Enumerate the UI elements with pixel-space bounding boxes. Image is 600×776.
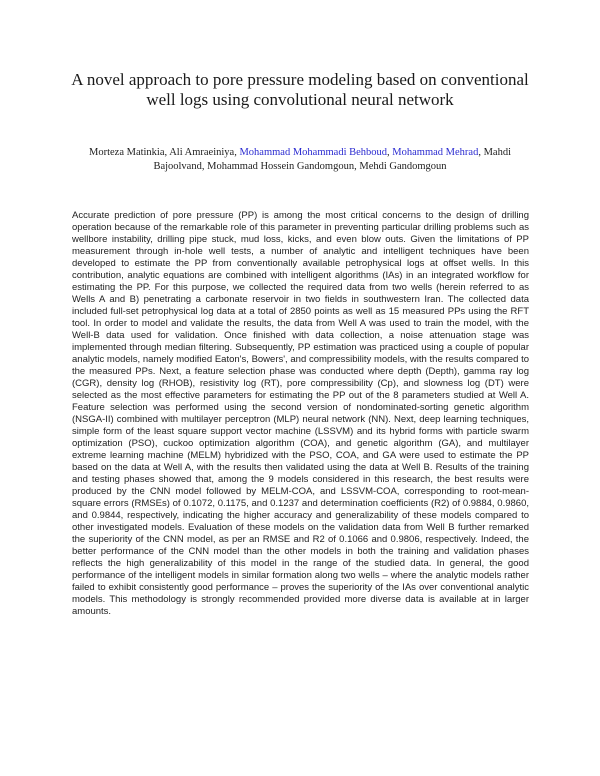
author-name: Mahdi Bajoolvand: [153, 147, 511, 172]
author-link[interactable]: Mohammad Mehrad: [392, 147, 479, 158]
author-name: Mehdi Gandomgoun: [359, 161, 447, 172]
author-link[interactable]: Mohammad Mohammadi Behboud: [239, 147, 388, 158]
author-name: Ali Amraeiniya: [169, 147, 235, 158]
author-list: Morteza Matinkia, Ali Amraeiniya, Mohammad Mohammadi Behboud, Mohammad Mehrad, Mahdi Bajoolvand, Mohammad Hossein Gandomgoun, Mehdi Gandomgoun: [89, 147, 511, 172]
author-name: Morteza Matinkia: [89, 147, 165, 158]
author-name: Mohammad Hossein Gandomgoun: [207, 161, 355, 172]
abstract-text: Accurate prediction of pore pressure (PP) is among the most critical concerns to the design of drilling operation because of the remarkable role of this parameter in preventing particular drilling problems such as wellbore instability, drilling pipe stuck, mud loss, kicks, and even blow outs. Given the limitations of PP measurement through in-hole well tests, a number of analytic and intelligent techniques have been developed to estimate the PP from conventionally available petrophysical logs at offset wells. In this contribution, analytic equations are combined with intelligent algorithms (IAs) in an integrated workflow for estimating the PP. For this purpose, we collected the required data from two wells (herein referred to as Wells A and B) penetrating a carbonate reservoir in two fields in southwestern Iran. The collected data included full-set petrophysical log data at a total of 2850 points as well as 15 measured PPs using the RFT tool. In order to model and validate the results, the data from Well A was used to train the model, with the Well-B data used for validation. Once finished with data collection, a noise attenuation stage was implemented through median filtering. Subsequently, PP estimation was practiced using a couple of popular analytic models, namely modified Eaton's, Bowers', and compressibility models, with the results compared to the measured PPs. Next, a feature selection phase was conducted where depth (Depth), gamma ray log (CGR), density log (RHOB), resistivity log (RT), pore compressibility (Cp), and slowness log (DT) were selected as the most effective parameters for estimating the PP out of the 8 parameters studied at Well A. Feature selection was performed using the second version of nondominated-sorting genetic algorithm (NSGA-II) combined with multilayer perceptron (MLP) neural network (NN). Next, deep learning techniques, simple form of the least square support vector machine (LSSVM) and its hybrid forms with particle swarm optimization (PSO), cuckoo optimization algorithm (COA), and genetic algorithm (GA), and multilayer extreme learning machine (MELM) hybridized with the PSO, COA, and GA were used to estimate the PP based on the data at Well A, with the results then validated using the data at Well B. Results of the training and testing phases showed that, among the 9 models considered in this research, the best results were produced by the CNN model followed by MELM-COA, and LSSVM-COA, corresponding to root-mean-square errors (RMSEs) of 0.1072, 0.1175, and 0.1237 and determination coefficients (R2) of 0.9884, 0.9860, and 0.9844, respectively, indicating the higher accuracy and generalizability of these models compared to other investigated models. Evaluation of these models on the validation data from Well B further remarked the superiority of the CNN model, as per an RMSE and R2 of 0.1066 and 0.9806, respectively. Indeed, the better performance of the CNN model than the other models in both the training and validation phases reflects the high generalizability of this model in the range of the studied data. In general, the good performance of the intelligent models in similar formation along two wells – where the analytic models rather failed to exhibit consistently good performance – proves the superiority of the IAs over conventional analytic models. This methodology is strongly recommended provided more diverse data is available at in larger amounts.: [72, 210, 529, 617]
paper-title: A novel approach to pore pressure modeling based on conventional well logs using convolutional neural network: [71, 70, 529, 109]
